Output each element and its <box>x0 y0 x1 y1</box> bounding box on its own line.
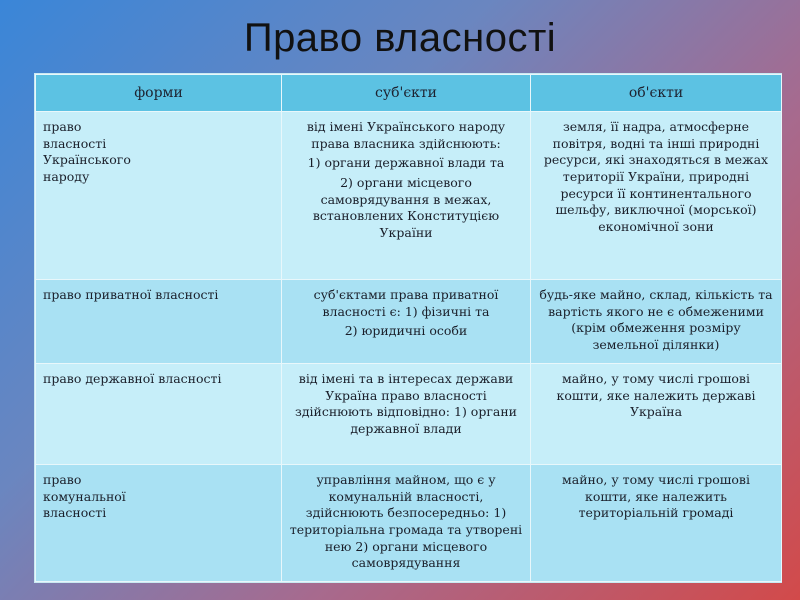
page-title: Право власності <box>243 16 557 60</box>
form-line: право приватної власності <box>43 287 219 302</box>
objects-cell: майно, у тому числі грошові кошти, яке належить територіальній громаді <box>531 465 782 582</box>
form-line: власності <box>43 505 107 521</box>
subjects-line: від імені Українського народу права власника здійснюють: <box>306 119 506 151</box>
subjects-cell <box>282 364 531 465</box>
objects-cell: будь-яке майно, склад, кількість та вартість якого не є обмеженими (крім обмеження розміру земельної ділянки) <box>531 280 782 364</box>
table-row <box>36 465 782 582</box>
form-line: право <box>43 119 82 134</box>
table-row <box>36 364 782 465</box>
form-line: власності <box>43 135 107 151</box>
form-line: право державної власності <box>43 371 222 386</box>
form-cell <box>36 465 282 582</box>
subjects-line: управління майном, що є у комунальній власності, здійснюють безпосередньо: 1) територіальна громада та утворені нею 2) органи місцевого самоврядування <box>289 472 523 571</box>
table-row <box>36 280 782 364</box>
column-header-subjects: суб'єкти <box>282 75 531 112</box>
table-row <box>36 112 782 280</box>
form-line: право <box>43 472 82 487</box>
subjects-cell <box>282 112 531 280</box>
subjects-line: 2) органи місцевого самоврядування в межах, встановлених Конституцією України <box>312 174 500 240</box>
table-header-row <box>36 75 782 112</box>
subjects-cell <box>282 280 531 364</box>
column-header-forms: форми <box>36 75 282 112</box>
form-cell <box>36 364 282 465</box>
form-line: народу <box>43 168 90 184</box>
subjects-line: суб'єктами права приватної власності є: 1) фізичні та <box>313 287 499 319</box>
subjects-line: 2) юридичні особи <box>344 323 468 339</box>
form-line: комунальної <box>43 488 126 504</box>
form-line: Українського <box>43 152 131 168</box>
column-header-objects: об'єкти <box>531 75 782 112</box>
subjects-cell <box>282 465 531 582</box>
ownership-table <box>34 73 782 583</box>
form-cell <box>36 280 282 364</box>
subjects-line: 1) органи державної влади та <box>307 155 505 171</box>
objects-cell: земля, її надра, атмосферне повітря, водні та інші природні ресурси, які знаходяться в межах території України, природні ресурси її континентального шельфу, виключної (морської) економічної зони <box>531 112 782 280</box>
subjects-line: від імені та в інтересах держави Україна право власності здійснюють відповідно: 1) органи державної влади <box>295 371 517 436</box>
form-cell <box>36 112 282 280</box>
objects-cell: майно, у тому числі грошові кошти, яке належить державі Україна <box>531 364 782 465</box>
